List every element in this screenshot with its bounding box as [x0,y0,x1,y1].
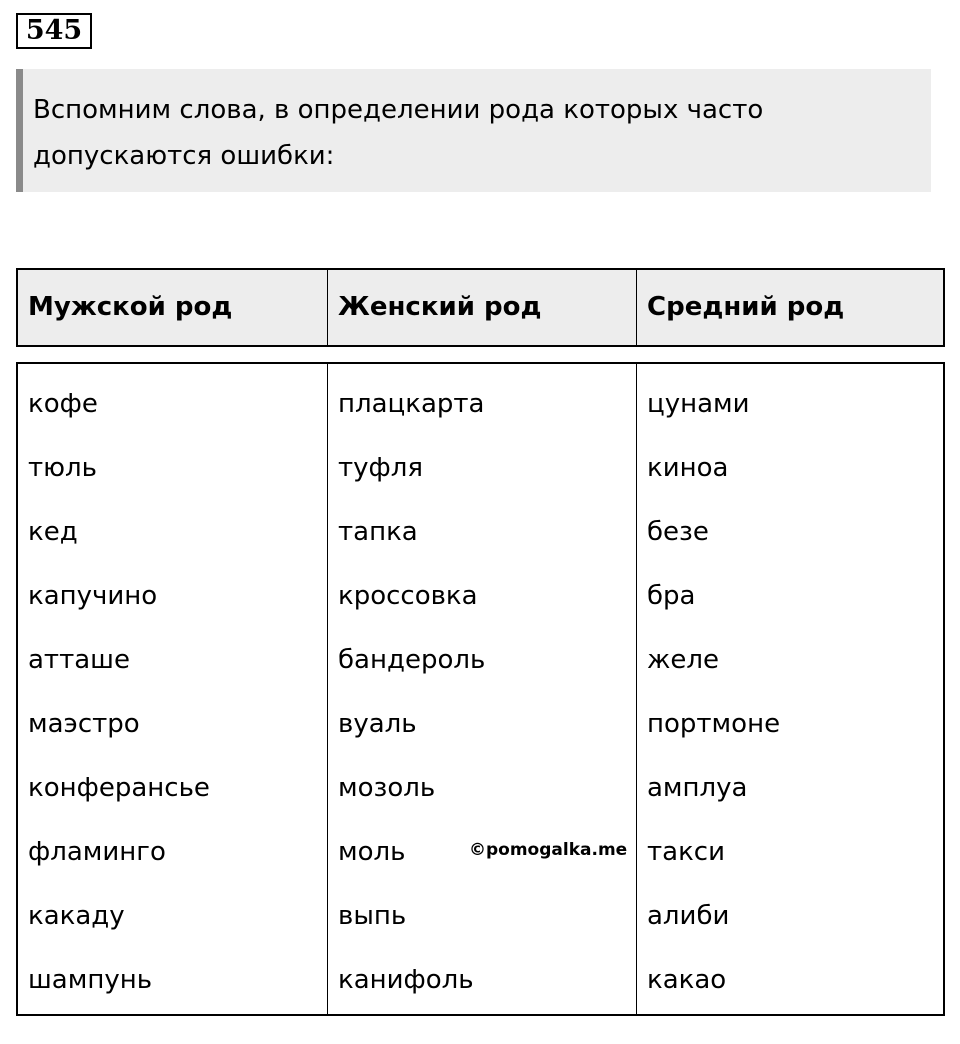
list-item: портмоне [647,709,781,739]
list-item: фламинго [28,837,166,867]
note-box [16,69,931,192]
list-item: вуаль [338,709,417,739]
list-item: моль [338,837,406,867]
header-feminine: Женский род [327,270,636,345]
column-masculine [18,364,327,1014]
list-item: цунами [647,389,750,419]
list-item: безе [647,517,709,547]
list-item: бандероль [338,645,486,675]
list-item: кроссовка [338,581,478,611]
list-item: кед [28,517,78,547]
watermark: ©pomogalka.me [469,840,628,860]
note-line-1: Вспомним слова, в определении рода которых часто [33,95,764,125]
table-body [16,362,945,1016]
list-item: киноа [647,453,729,483]
list-item: канифоль [338,965,474,995]
list-item: кофе [28,389,98,419]
list-item: желе [647,645,720,675]
column-neuter [636,364,943,1014]
list-item: какаду [28,901,125,931]
header-masculine: Мужской род [28,292,233,322]
list-item: конферансье [28,773,210,803]
list-item: атташе [28,645,130,675]
list-item: такси [647,837,725,867]
list-item: тюль [28,453,97,483]
list-item: шампунь [28,965,153,995]
list-item: маэстро [28,709,140,739]
list-item: тапка [338,517,418,547]
column-feminine [327,364,636,1014]
table-header [16,268,945,347]
list-item: алиби [647,901,730,931]
list-item: туфля [338,453,424,483]
list-item: мозоль [338,773,436,803]
list-item: бра [647,581,696,611]
list-item: какао [647,965,727,995]
list-item: капучино [28,581,158,611]
list-item: выпь [338,901,407,931]
note-line-2: допускаются ошибки: [33,141,335,171]
header-neuter: Средний род [636,270,943,345]
list-item: амплуа [647,773,748,803]
exercise-number: 545 [16,13,92,49]
list-item: плацкарта [338,389,485,419]
